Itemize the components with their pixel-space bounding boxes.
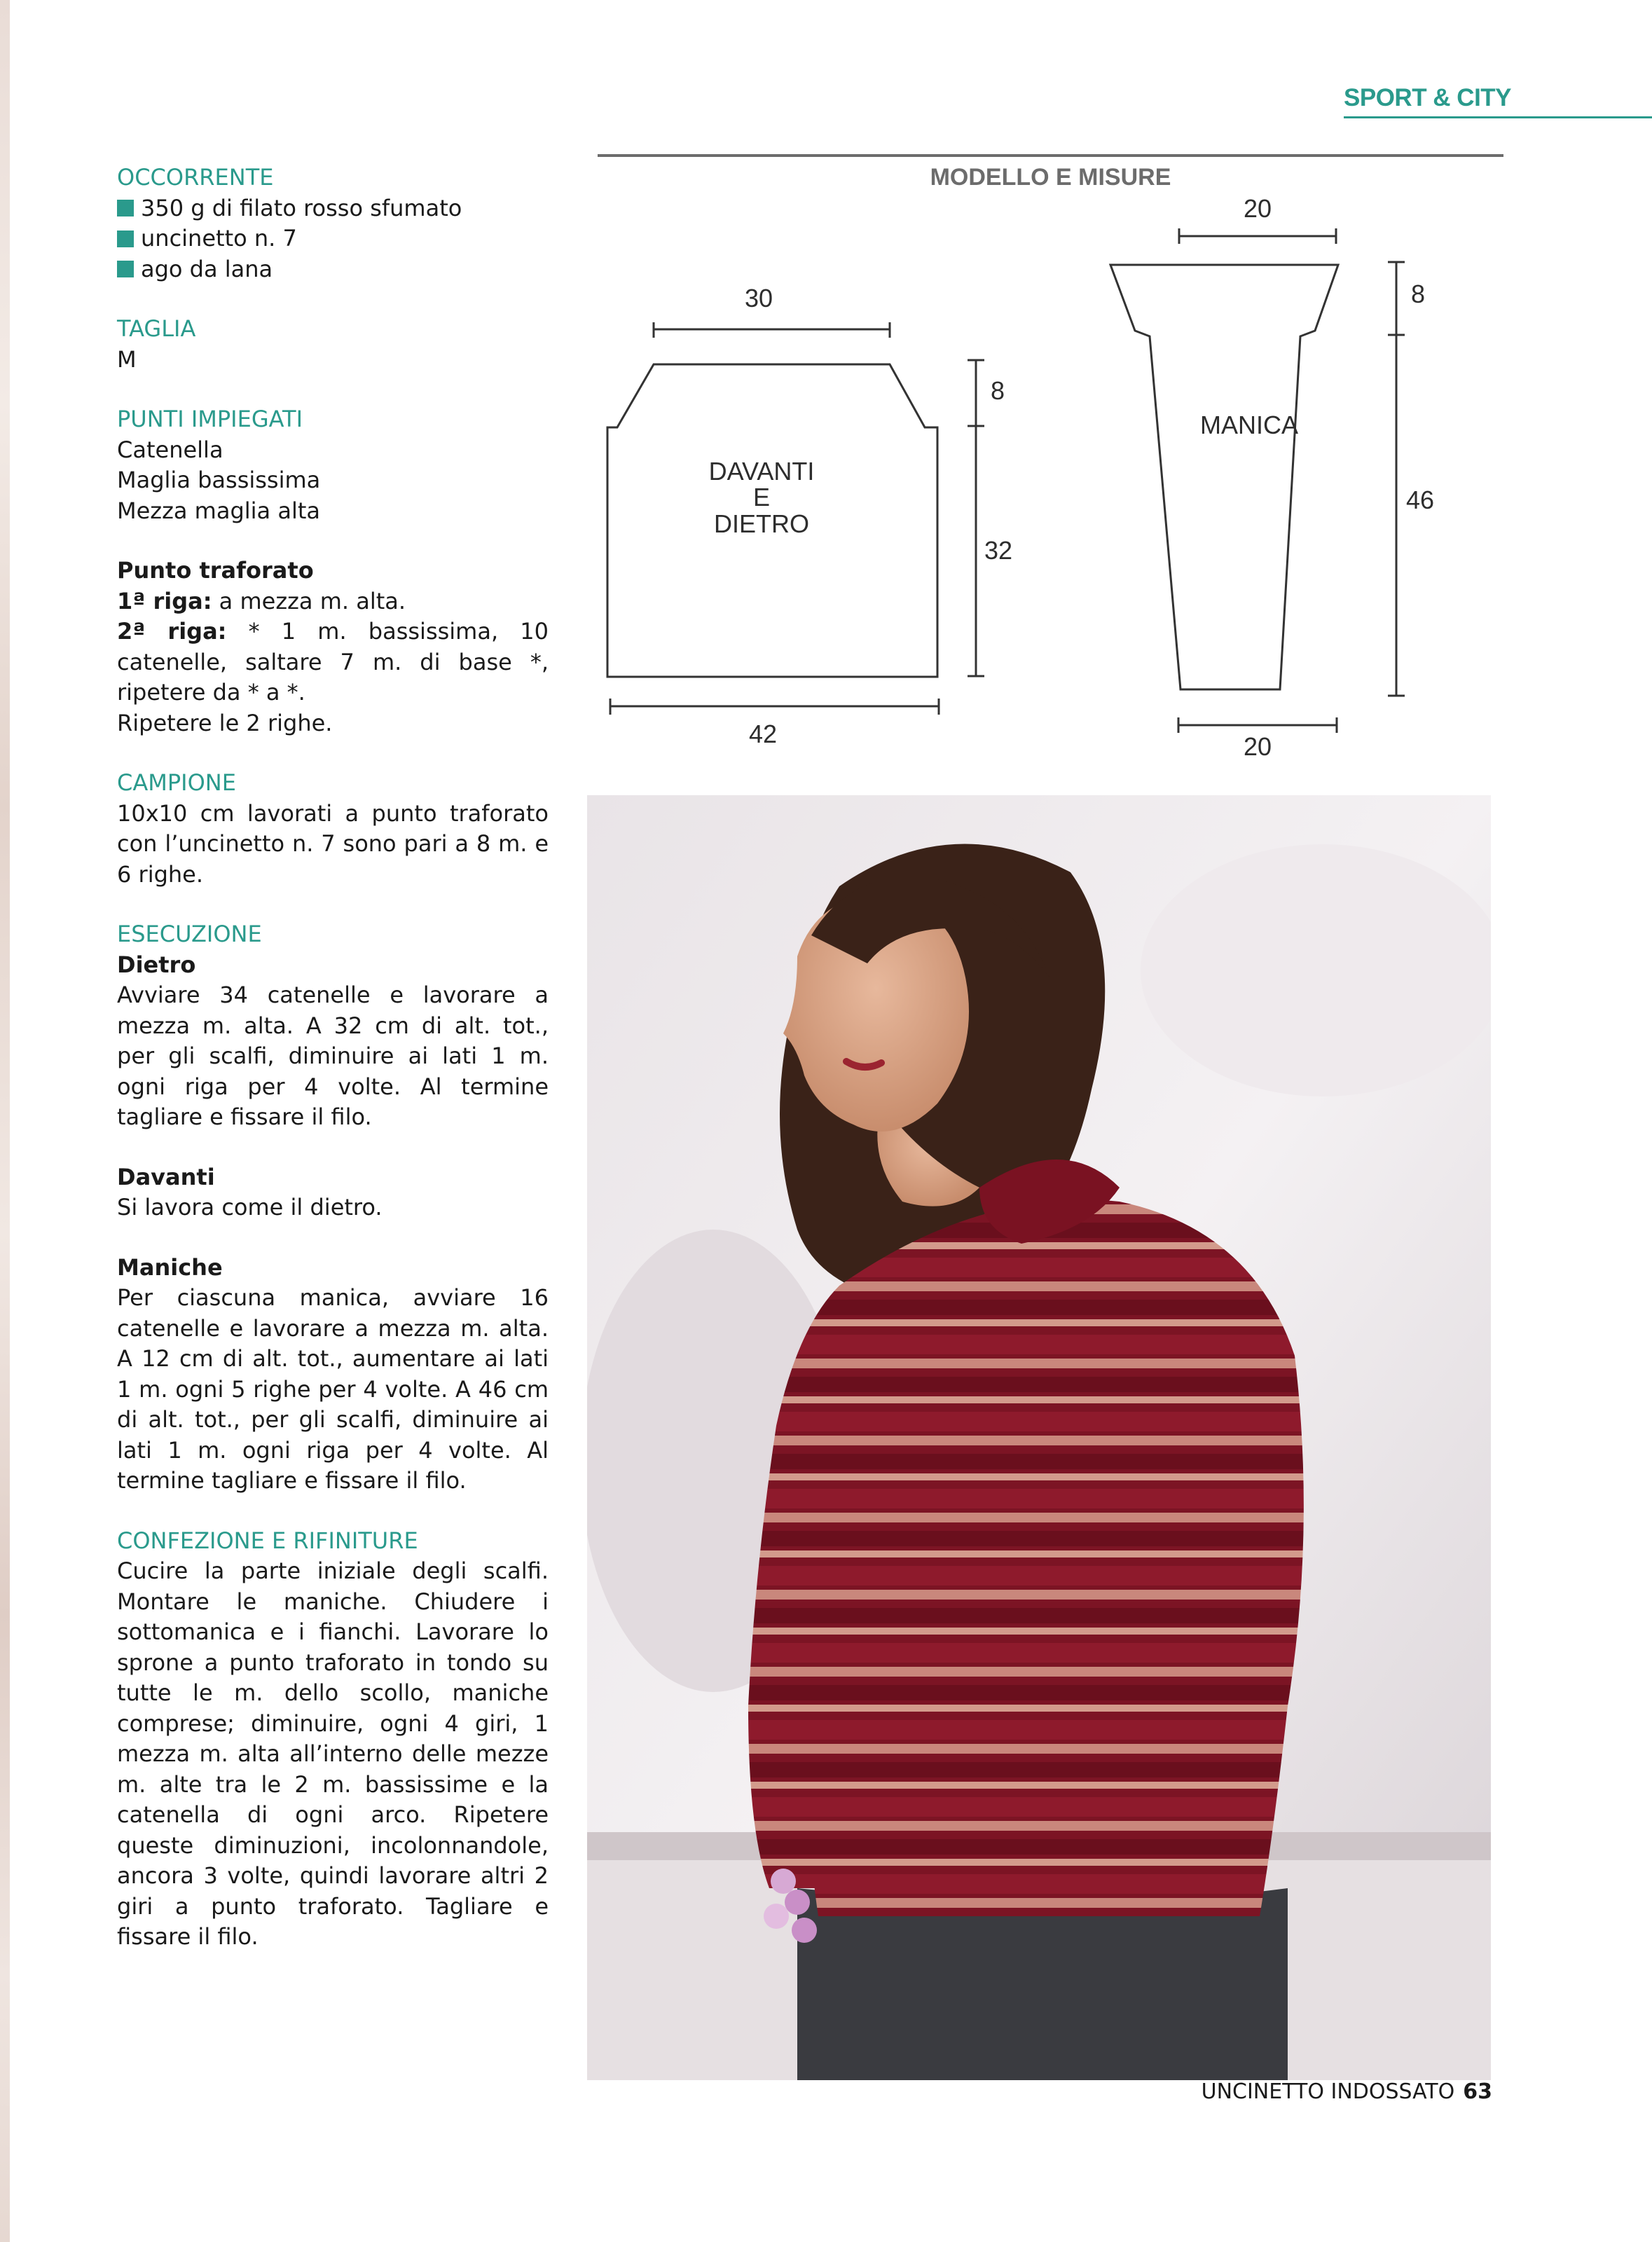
finishing-text: Cucire la parte iniziale degli scalfi. Montare le maniche. Chiudere i sottomanica e i fianchi. Lavorare lo sprone a punto traforato in tondo su tutte le m. dello scollo, maniche comprese; diminuire, ogni 4 giri, 1 mezza m. alta all’interno delle mezze m. alte tra le 2 m. bassissime e la catenella di ogni arco. Ripetere queste diminuzioni, incolonnandole, ancora 3 volte, quindi lavorare altri 2 giri a punto traforato. Tagliare e fissare il filo.: [117, 1557, 549, 1950]
body-label-line3: DIETRO: [713, 509, 810, 538]
body-label-line1: DAVANTI: [708, 457, 815, 486]
instructions-column: [117, 163, 549, 1953]
body-bottom-width-label: 42: [748, 720, 778, 748]
schematic-diagram: [598, 189, 1503, 771]
bullet-square-icon: [117, 231, 134, 247]
bullet-square-icon: [117, 261, 134, 277]
materials-item: uncinetto n. 7: [117, 223, 549, 254]
sleeve-bottom-width-label: 20: [1243, 732, 1272, 761]
body-armhole-height-label: 8: [990, 376, 1005, 405]
stitches-heading: PUNTI IMPIEGATI: [117, 406, 303, 432]
sleeve-length-label: 46: [1405, 486, 1435, 514]
size-heading: TAGLIA: [117, 315, 196, 342]
execution-heading: ESECUZIONE: [117, 921, 262, 947]
photo-image: [587, 795, 1491, 2080]
lace-stitch-title: Punto traforato: [117, 557, 314, 584]
model-photo: [587, 795, 1491, 2080]
bullet-square-icon: [117, 200, 134, 216]
materials-item: ago da lana: [117, 254, 549, 285]
back-title: Dietro: [117, 951, 196, 978]
section-rule: [1344, 116, 1652, 118]
gauge-heading: CAMPIONE: [117, 769, 236, 796]
page-footer: [1202, 2079, 1492, 2104]
finishing-heading: CONFEZIONE E RIFINITURE: [117, 1527, 418, 1554]
stitch-item: Catenella: [117, 436, 223, 463]
sleeve-top-width-label: 20: [1243, 194, 1272, 223]
sleeve-cap-height-label: 8: [1410, 280, 1426, 308]
front-title: Davanti: [117, 1163, 215, 1190]
stitch-item: Maglia bassissima: [117, 467, 321, 493]
section-tag: SPORT & CITY: [1344, 84, 1512, 111]
page-edge: [0, 0, 10, 2242]
materials-item: 350 g di filato rosso sfumato: [117, 193, 549, 224]
lace-repeat: Ripetere le 2 righe.: [117, 709, 333, 736]
body-height-label: 32: [984, 536, 1013, 565]
diagram-rule: [598, 154, 1503, 157]
page-number: 63: [1463, 2079, 1492, 2104]
gauge-text: 10x10 cm lavorati a punto traforato con l’uncinetto n. 7 sono pari a 8 m. e 6 righe.: [117, 799, 549, 888]
front-text: Si lavora come il dietro.: [117, 1194, 383, 1220]
diagram-title: MODELLO E MISURE: [930, 164, 1171, 191]
sleeves-text: Per ciascuna manica, avviare 16 catenelle e lavorare a mezza m. alta. A 12 cm di alt. tot., aumentare ai lati 1 m. ogni 5 righe per 4 volte. A 46 cm di alt. tot., per gli scalfi, diminuire ai lati 1 m. ogni riga per 4 volte. Al termine tagliare e fissare il filo.: [117, 1284, 549, 1494]
sleeve-label: MANICA: [1199, 411, 1299, 439]
back-text: Avviare 34 catenelle e lavorare a mezza m. alta. A 32 cm di alt. tot., per gli scalfi, diminuire ai lati 1 m. ogni riga per 4 volte. Al termine tagliare e fissare il filo.: [117, 982, 549, 1130]
stitch-item: Mezza maglia alta: [117, 497, 320, 524]
lace-row-2: 2ª riga: * 1 m. bassissima, 10 catenelle, saltare 7 m. di base *, ripetere da * a *.: [117, 618, 549, 706]
sleeve-piece-outline: [1110, 265, 1338, 689]
body-label-line2: E: [752, 483, 771, 511]
size-value: M: [117, 345, 137, 373]
sleeves-title: Maniche: [117, 1253, 223, 1281]
body-top-width-label: 30: [744, 284, 773, 312]
magazine-name: UNCINETTO INDOSSATO: [1201, 2079, 1455, 2104]
materials-heading: OCCORRENTE: [117, 164, 274, 191]
lace-row-1: 1ª riga: a mezza m. alta.: [117, 587, 406, 614]
